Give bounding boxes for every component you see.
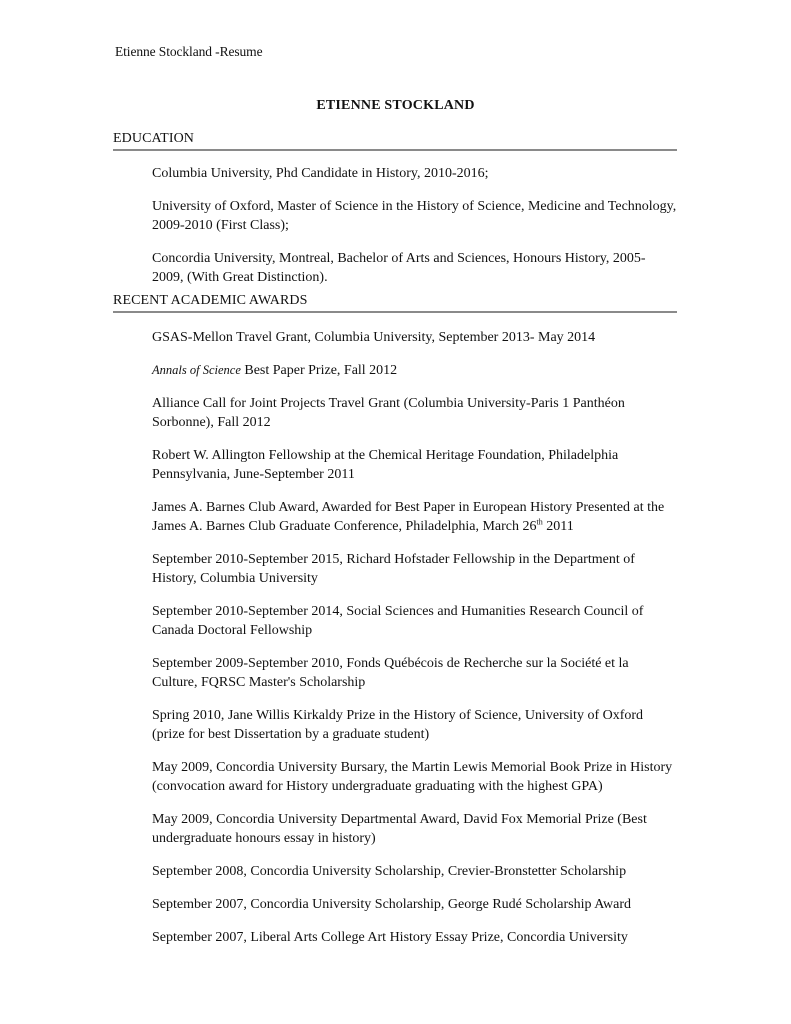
award-entry: Spring 2010, Jane Willis Kirkaldy Prize in the History of Science, University of Oxford (prize for best Dissertation by a graduate student) bbox=[152, 708, 644, 742]
award-entry: September 2007, Concordia University Scholarship, George Rudé Scholarship Award bbox=[152, 897, 632, 912]
education-entry: Concordia University, Montreal, Bachelor of Arts and Sciences, Honours History, 2005-2009, (With Great Distinction). bbox=[152, 251, 646, 285]
awards-list bbox=[152, 328, 677, 961]
award-entry: Alliance Call for Joint Projects Travel Grant (Columbia University-Paris 1 Panthéon Sorbonne), Fall 2012 bbox=[152, 396, 625, 430]
award-entry-text-after: 2011 bbox=[542, 519, 574, 534]
award-entry: September 2010-September 2015, Richard Hofstader Fellowship in the Department of History, Columbia University bbox=[152, 552, 635, 586]
education-entry: University of Oxford, Master of Science in the History of Science, Medicine and Technology, 2009-2010 (First Class); bbox=[152, 199, 677, 233]
award-entry: May 2009, Concordia University Departmental Award, David Fox Memorial Prize (Best undergraduate honours essay in history) bbox=[152, 812, 647, 846]
award-entry bbox=[152, 498, 677, 536]
award-entry: September 2010-September 2014, Social Sciences and Humanities Research Council of Canada Doctoral Fellowship bbox=[152, 604, 644, 638]
award-entry: September 2007, Liberal Arts College Art History Essay Prize, Concordia University bbox=[152, 930, 628, 945]
award-entry: September 2009-September 2010, Fonds Québécois de Recherche sur la Société et la Culture, FQRSC Master's Scholarship bbox=[152, 656, 629, 690]
award-entry bbox=[152, 361, 677, 380]
ordinal-suffix: th bbox=[536, 517, 543, 527]
award-entry: GSAS-Mellon Travel Grant, Columbia University, September 2013- May 2014 bbox=[152, 330, 596, 345]
journal-title: Annals of Science bbox=[152, 363, 241, 377]
section-heading-education: EDUCATION bbox=[113, 130, 677, 151]
section-heading-awards: RECENT ACADEMIC AWARDS bbox=[113, 292, 677, 313]
education-list bbox=[152, 164, 677, 301]
award-entry-text: Best Paper Prize, Fall 2012 bbox=[240, 363, 398, 378]
education-entry: Columbia University, Phd Candidate in History, 2010-2016; bbox=[152, 166, 489, 181]
award-entry-text: James A. Barnes Club Award, Awarded for Best Paper in European History Presented at the James A. Barnes Club Graduate Conference, Philadelphia, March 26 bbox=[152, 500, 665, 534]
award-entry: September 2008, Concordia University Scholarship, Crevier-Bronstetter Scholarship bbox=[152, 864, 627, 879]
award-entry: May 2009, Concordia University Bursary, the Martin Lewis Memorial Book Prize in History (convocation award for History undergraduate graduating with the highest GPA) bbox=[152, 760, 673, 794]
running-header: Etienne Stockland -Resume bbox=[115, 44, 263, 59]
award-entry: Robert W. Allington Fellowship at the Chemical Heritage Foundation, Philadelphia Pennsylvania, June-September 2011 bbox=[152, 448, 619, 482]
document-title: ETIENNE STOCKLAND bbox=[316, 98, 475, 113]
